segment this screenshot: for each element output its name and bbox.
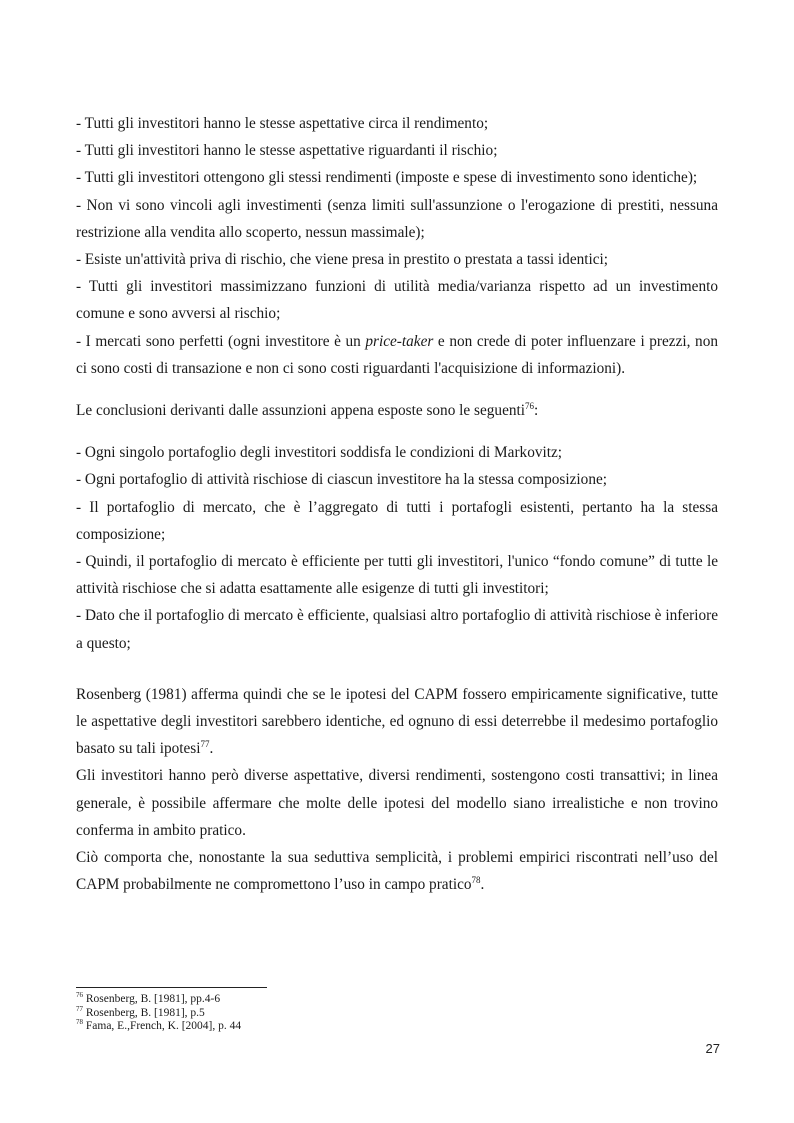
assumption-item: - Tutti gli investitori massimizzano funzioni di utilità media/varianza rispetto ad un investimento comune e sono avversi al rischio; [76, 278, 718, 323]
body-text [76, 110, 718, 898]
assumption-item: - Esiste un'attività priva di rischio, che viene presa in prestito o prestata a tassi identici; [76, 251, 609, 269]
rosenberg-period: . [209, 740, 214, 758]
footnote-number: 77 [76, 1004, 83, 1013]
footnotes [76, 993, 476, 1034]
assumption-item-perfect-markets [76, 328, 718, 382]
conclusion-item: - Ogni portafoglio di attività rischiose di ciascun investitore ha la stessa composizione; [76, 471, 608, 489]
footnote-number: 76 [76, 991, 83, 1000]
price-taker-term: price-taker [365, 332, 434, 350]
footnote-text: Fama, E.,French, K. [2004], p. 44 [85, 1020, 242, 1032]
capm-use-period: . [480, 876, 485, 894]
page-number: 27 [705, 1041, 720, 1056]
footnote-text: Rosenberg, B. [1981], pp.4-6 [85, 993, 221, 1005]
investors-paragraph: Gli investitori hanno però diverse aspettative, diversi rendimenti, sostengono costi transattivi; in linea generale, è possibile affermare che molte delle ipotesi del modello siano irrealistiche e non trovino conferma in ambito pratico. [76, 767, 718, 839]
footnote-number: 78 [76, 1018, 83, 1027]
rosenberg-text: Rosenberg (1981) afferma quindi che se le ipotesi del CAPM fossero empiricamente significative, tutte le aspettative degli investitori sarebbero identiche, ed ognuno di essi deterrebbe il medesimo portafoglio basato su tali ipotesi [76, 685, 718, 758]
footnote-76 [76, 993, 476, 1007]
rosenberg-paragraph [76, 681, 718, 763]
perfect-markets-text-a: - I mercati sono perfetti (ogni investitore è un [76, 332, 366, 350]
conclusion-item: - Dato che il portafoglio di mercato è efficiente, qualsiasi altro portafoglio di attività rischiose è inferiore a questo; [76, 607, 718, 652]
conclusion-item: - Il portafoglio di mercato, che è l’aggregato di tutti i portafogli esistenti, pertanto ha la stessa composizione; [76, 498, 718, 543]
footnote-ref-76: 76 [525, 400, 535, 411]
conclusions-intro-text: Le conclusioni derivanti dalle assunzioni appena esposte sono le seguenti [76, 402, 526, 420]
conclusions-intro-colon: : [534, 402, 539, 420]
perfect-markets-text-b: e non crede di poter influenzare i prezzi, non ci sono costi di transazione e non ci sono costi riguardanti l'acquisizione di informazioni). [76, 332, 718, 377]
footnote-ref-77: 77 [200, 739, 210, 750]
assumption-item: - Tutti gli investitori hanno le stesse aspettative riguardanti il rischio; [76, 142, 498, 160]
conclusion-item: - Quindi, il portafoglio di mercato è efficiente per tutti gli investitori, l'unico “fondo comune” di tutte le attività rischiose che si adatta esattamente alle esigenze di tutti gli investitori; [76, 553, 718, 598]
capm-use-paragraph [76, 844, 718, 898]
footnote-ref-78: 78 [471, 875, 481, 886]
assumption-item: - Non vi sono vincoli agli investimenti (senza limiti sull'assunzione o l'erogazione di prestiti, nessuna restrizione alla vendita allo scoperto, nessun massimale); [76, 196, 718, 241]
conclusions-intro [76, 397, 718, 424]
conclusion-item: - Ogni singolo portafoglio degli investitori soddisfa le condizioni di Markovitz; [76, 444, 563, 462]
capm-use-text: Ciò comporta che, nonostante la sua seduttiva semplicità, i problemi empirici riscontrati nell’uso del CAPM probabilmente ne compromettono l’uso in campo pratico [76, 849, 718, 894]
footnote-78 [76, 1020, 476, 1034]
assumption-item: - Tutti gli investitori hanno le stesse aspettative circa il rendimento; [76, 115, 489, 132]
footnote-text: Rosenberg, B. [1981], p.5 [85, 1006, 205, 1019]
assumption-item: - Tutti gli investitori ottengono gli stessi rendimenti (imposte e spese di investimento sono identiche); [76, 169, 698, 187]
footnote-77 [76, 1004, 476, 1021]
footnote-divider [76, 987, 267, 988]
